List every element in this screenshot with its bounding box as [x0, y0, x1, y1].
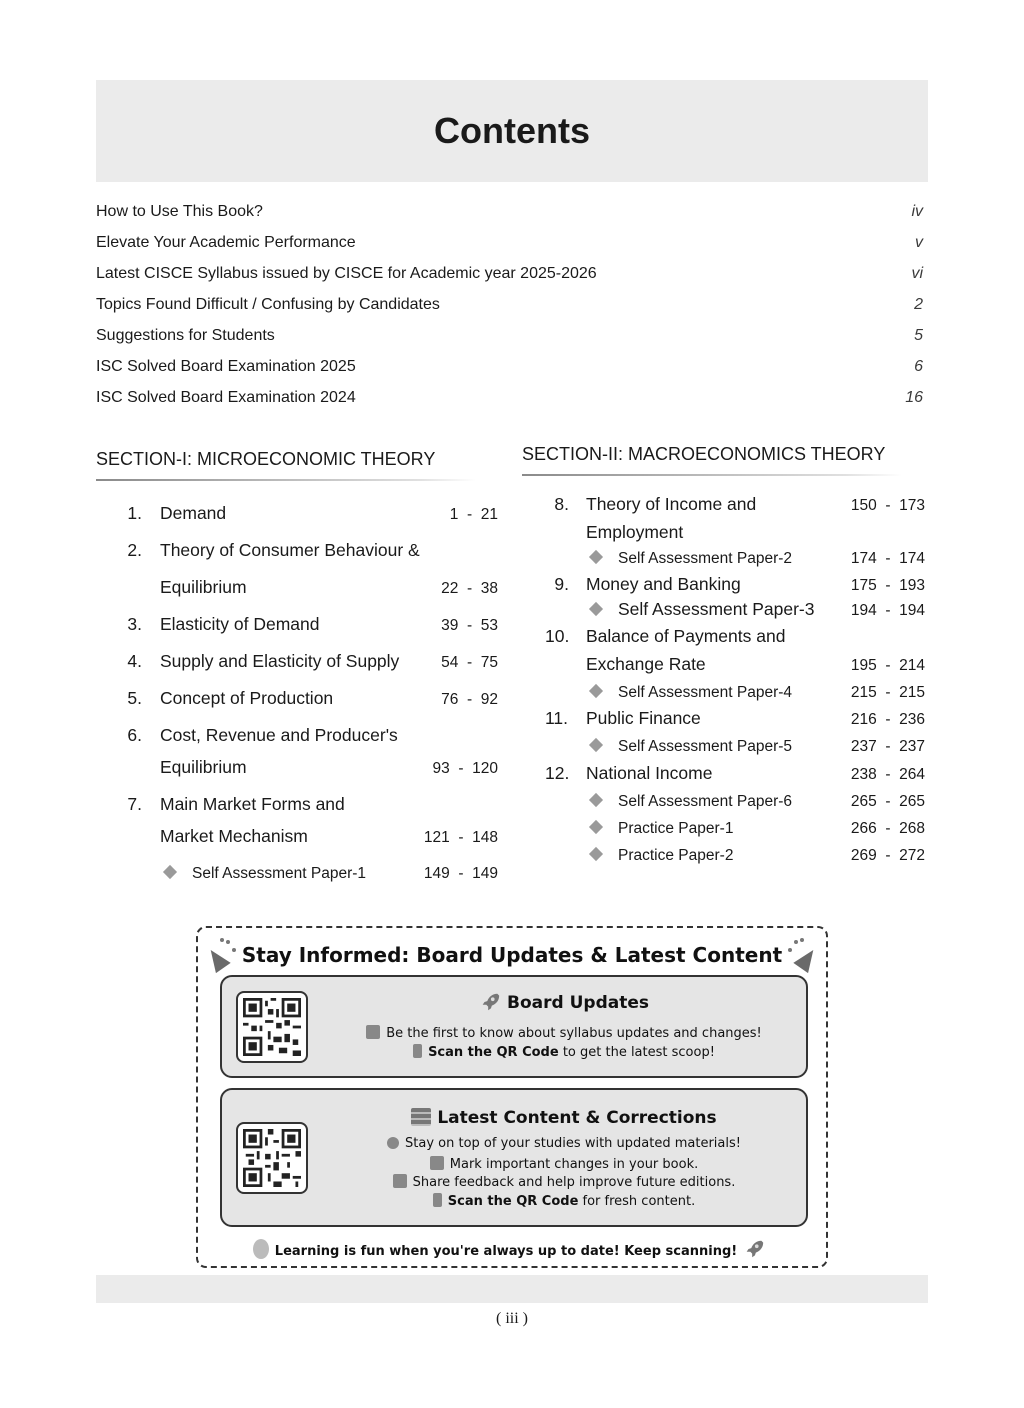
- page-dash: -: [466, 580, 473, 597]
- light-bulb-icon: [253, 1239, 269, 1259]
- page-dash: -: [885, 684, 891, 701]
- sparkles-icon: [387, 1137, 399, 1149]
- page-dash: -: [885, 738, 891, 755]
- chapter-number: 9.: [554, 574, 569, 594]
- board-updates-heading: [322, 991, 806, 1013]
- front-matter-page: iv: [911, 203, 923, 220]
- qr-code-icon: [243, 998, 301, 1056]
- chapter-title: Money and Banking: [586, 574, 741, 594]
- page-start: 174: [850, 550, 877, 567]
- front-matter-row[interactable]: [96, 320, 928, 351]
- front-matter-row[interactable]: [96, 289, 928, 320]
- section-2-heading: SECTION-II: MACROECONOMICS THEORY: [522, 444, 886, 464]
- chapter-number: 6.: [127, 725, 142, 745]
- page-start: 22: [441, 580, 459, 597]
- page-dash: -: [885, 847, 891, 864]
- qr-code-icon: [243, 1129, 301, 1187]
- chapter-entry[interactable]: [118, 501, 498, 525]
- page-end: 264: [899, 766, 925, 783]
- page-range: [406, 757, 498, 781]
- page-range: [833, 574, 925, 598]
- diamond-bullet-icon: [589, 684, 603, 698]
- bottom-band: [96, 1275, 928, 1303]
- page-range: [833, 790, 925, 814]
- front-matter-label: ISC Solved Board Examination 2025: [96, 358, 356, 375]
- page-dash: -: [885, 577, 891, 594]
- chapter-entry[interactable]: [545, 572, 925, 596]
- chapter-title: Balance of Payments and: [586, 626, 786, 646]
- latest-content-line-1-text: Stay on top of your studies with updated materials!: [405, 1136, 741, 1151]
- page-dash: -: [885, 602, 891, 619]
- page-title: Contents: [434, 110, 590, 151]
- chapter-number: 7.: [127, 794, 142, 814]
- page-start: 121: [423, 829, 450, 846]
- page-end: 194: [899, 602, 925, 619]
- page-range: [833, 844, 925, 868]
- paper-title: Practice Paper-2: [618, 847, 734, 864]
- page-range: [833, 599, 925, 623]
- chapter-title-continued: Exchange Rate: [586, 654, 706, 674]
- chapter-title-continued: Employment: [586, 522, 684, 542]
- chapter-entry[interactable]: [118, 612, 498, 636]
- rocket-icon: [479, 991, 501, 1013]
- latest-content-line-2-text: Mark important changes in your book.: [449, 1157, 699, 1172]
- front-matter-row[interactable]: [96, 258, 928, 289]
- page-end: 265: [899, 793, 925, 810]
- chapter-entry[interactable]: [545, 624, 925, 676]
- chapter-entry[interactable]: [118, 792, 498, 848]
- qr-code[interactable]: [236, 991, 308, 1063]
- page-start: 266: [850, 820, 877, 837]
- page-number: ( iii ): [496, 1310, 528, 1327]
- title-band: [96, 80, 928, 182]
- board-updates-line-1: [322, 1025, 806, 1041]
- paper-title: Self Assessment Paper-4: [618, 684, 793, 701]
- page-range: [406, 577, 498, 601]
- stay-informed-box: [196, 926, 828, 1268]
- front-matter-page: vi: [911, 265, 923, 282]
- chapter-entry[interactable]: [118, 686, 498, 710]
- front-matter-label: Latest CISCE Syllabus issued by CISCE for Academic year 2025-2026: [96, 265, 597, 282]
- diamond-bullet-icon: [589, 793, 603, 807]
- chapter-entry[interactable]: [118, 723, 498, 779]
- board-updates-heading-text: Board Updates: [507, 993, 649, 1013]
- page-dash: -: [466, 691, 473, 708]
- section-1-toc: [118, 500, 498, 890]
- diamond-bullet-icon: [589, 550, 603, 564]
- diamond-bullet-icon: [163, 865, 177, 879]
- chapter-number: 11.: [545, 708, 569, 728]
- front-matter-page: 2: [914, 296, 923, 313]
- latest-content-line-4: [322, 1193, 806, 1209]
- front-matter-page: v: [915, 234, 923, 251]
- front-matter-list: [96, 196, 928, 413]
- front-matter-row[interactable]: [96, 351, 928, 382]
- page-end: 120: [472, 760, 498, 777]
- chapter-entry[interactable]: [118, 538, 498, 600]
- page-start: 39: [441, 617, 459, 634]
- check-box-icon: [430, 1156, 444, 1170]
- chapter-title: Cost, Revenue and Producer's: [160, 725, 398, 745]
- chapter-title: Supply and Elasticity of Supply: [160, 651, 400, 671]
- paper-entry[interactable]: [545, 597, 925, 621]
- page-dash: -: [458, 760, 464, 777]
- chapter-number: 10.: [545, 626, 570, 646]
- front-matter-label: Elevate Your Academic Performance: [96, 234, 356, 251]
- page-start: 195: [850, 657, 877, 674]
- page-start: 76: [441, 691, 459, 708]
- page-start: 93: [432, 760, 450, 777]
- page-start: 269: [850, 847, 877, 864]
- stay-informed-footer: [198, 1238, 826, 1260]
- latest-content-line-2: [322, 1156, 806, 1172]
- paper-entry[interactable]: [545, 734, 925, 758]
- latest-content-heading-text: Latest Content & Corrections: [437, 1108, 717, 1128]
- page-start: 238: [850, 766, 877, 783]
- page-dash: -: [458, 865, 464, 882]
- paper-entry[interactable]: [545, 789, 925, 813]
- paper-title: Practice Paper-1: [618, 820, 734, 837]
- scan-qr-bold: Scan the QR Code: [428, 1045, 559, 1060]
- front-matter-label: Suggestions for Students: [96, 327, 275, 344]
- front-matter-label: ISC Solved Board Examination 2024: [96, 389, 356, 406]
- chapter-title: Elasticity of Demand: [160, 614, 320, 634]
- page-end: 237: [899, 738, 925, 755]
- chapter-title-continued: Equilibrium: [160, 577, 247, 597]
- page-range: [833, 735, 925, 759]
- paper-entry[interactable]: [545, 546, 925, 570]
- page-end: 38: [480, 580, 498, 597]
- board-updates-panel: [220, 975, 808, 1078]
- page-start: 265: [850, 793, 877, 810]
- page-start: 216: [850, 711, 877, 728]
- diamond-bullet-icon: [589, 602, 603, 616]
- paper-entry[interactable]: [545, 680, 925, 704]
- page-start: 150: [850, 497, 877, 514]
- page-start: 175: [850, 577, 877, 594]
- page-dash: -: [885, 497, 891, 514]
- paper-entry[interactable]: [545, 816, 925, 840]
- page-range: [833, 681, 925, 705]
- front-matter-row[interactable]: [96, 382, 928, 413]
- chapter-entry[interactable]: [545, 492, 925, 544]
- page-dash: -: [458, 829, 464, 846]
- chapter-entry[interactable]: [118, 649, 498, 673]
- page-dash: -: [466, 654, 473, 671]
- diamond-bullet-icon: [589, 847, 603, 861]
- front-matter-label: How to Use This Book?: [96, 203, 263, 220]
- page-dash: -: [466, 617, 473, 634]
- front-matter-page: 6: [914, 358, 923, 375]
- page-range: [833, 817, 925, 841]
- chapter-title: Public Finance: [586, 708, 701, 728]
- page-end: 215: [899, 684, 925, 701]
- latest-content-line-3: [322, 1174, 806, 1190]
- page-dash: -: [885, 793, 891, 810]
- page-range: [833, 708, 925, 732]
- front-matter-row[interactable]: [96, 227, 928, 258]
- scan-qr-bold: Scan the QR Code: [447, 1194, 579, 1209]
- latest-content-heading: [322, 1108, 806, 1128]
- page-end: 21: [480, 506, 498, 523]
- paper-title: Self Assessment Paper-6: [618, 793, 793, 810]
- chapter-title: Main Market Forms and: [160, 794, 345, 814]
- chapter-title: National Income: [586, 763, 713, 783]
- page-range: [406, 826, 498, 850]
- paper-title: Self Assessment Paper-1: [192, 865, 367, 882]
- section-2-underline: [522, 474, 902, 476]
- front-matter-page: 16: [905, 389, 923, 406]
- board-updates-line-2-text: to get the latest scoop!: [558, 1045, 715, 1060]
- page-dash: -: [885, 711, 891, 728]
- paper-title: Self Assessment Paper-3: [618, 599, 815, 619]
- paper-entry[interactable]: [118, 861, 498, 885]
- page-dash: -: [466, 506, 473, 523]
- page-end: 193: [899, 577, 925, 594]
- page-start: 149: [423, 865, 450, 882]
- page-end: 149: [472, 865, 498, 882]
- page-end: 268: [899, 820, 925, 837]
- chapter-number: 3.: [127, 614, 142, 634]
- chapter-number: 12.: [545, 763, 570, 783]
- page-dash: -: [885, 550, 891, 567]
- section-2-toc: [545, 492, 925, 872]
- page-end: 173: [899, 497, 925, 514]
- page-start: 237: [850, 738, 877, 755]
- page-range: [406, 503, 498, 527]
- page-end: 53: [480, 617, 498, 634]
- front-matter-page: 5: [914, 327, 923, 344]
- chapter-title: Demand: [160, 503, 227, 523]
- latest-content-line-3-text: Share feedback and help improve future editions.: [412, 1175, 736, 1190]
- chapter-number: 2.: [127, 540, 142, 560]
- stay-informed-footer-text: Learning is fun when you're always up to date! Keep scanning!: [274, 1244, 738, 1259]
- section-1-heading: SECTION-I: MICROECONOMIC THEORY: [96, 449, 436, 469]
- page-range: [406, 651, 498, 675]
- page-start: 54: [441, 654, 459, 671]
- section-1-underline: [96, 479, 476, 481]
- memo-icon: [393, 1174, 407, 1188]
- page-range: [833, 494, 925, 518]
- page-range: [833, 547, 925, 571]
- paper-title: Self Assessment Paper-2: [618, 550, 793, 567]
- page-end: 92: [480, 691, 498, 708]
- page-range: [406, 862, 498, 886]
- chapter-number: 4.: [127, 651, 142, 671]
- page-range: [833, 654, 925, 678]
- board-updates-line-1-text: Be the first to know about syllabus updates and changes!: [386, 1026, 762, 1041]
- chapter-title-continued: Market Mechanism: [160, 826, 308, 846]
- front-matter-row[interactable]: [96, 196, 928, 227]
- latest-content-line-4-text: for fresh content.: [578, 1194, 696, 1209]
- diamond-bullet-icon: [589, 820, 603, 834]
- diamond-bullet-icon: [589, 738, 603, 752]
- phone-icon: [413, 1044, 422, 1058]
- chapter-number: 5.: [127, 688, 142, 708]
- page-start: 1: [449, 506, 459, 523]
- chapter-number: 8.: [554, 494, 569, 514]
- party-popper-icon: [786, 938, 820, 972]
- page-end: 236: [899, 711, 925, 728]
- page-range: [406, 688, 498, 712]
- phone-icon: [433, 1193, 442, 1207]
- chapter-entry[interactable]: [545, 761, 925, 785]
- page-start: 215: [850, 684, 877, 701]
- chapter-number: 1.: [127, 503, 142, 523]
- chapter-entry[interactable]: [545, 706, 925, 730]
- page-range: [406, 614, 498, 638]
- page-end: 174: [899, 550, 925, 567]
- chapter-title: Theory of Consumer Behaviour &: [160, 540, 420, 560]
- page-end: 75: [480, 654, 498, 671]
- books-icon: [411, 1108, 431, 1126]
- page-start: 194: [850, 602, 877, 619]
- page-dash: -: [885, 766, 891, 783]
- page-range: [833, 763, 925, 787]
- chapter-title-continued: Equilibrium: [160, 757, 247, 777]
- page-end: 148: [472, 829, 498, 846]
- page-dash: -: [885, 657, 891, 674]
- page-dash: -: [885, 820, 891, 837]
- megaphone-icon: [366, 1025, 380, 1039]
- paper-title: Self Assessment Paper-5: [618, 738, 793, 755]
- page-end: 272: [899, 847, 925, 864]
- qr-code[interactable]: [236, 1122, 308, 1194]
- page-end: 214: [899, 657, 925, 674]
- chapter-title: Concept of Production: [160, 688, 334, 708]
- latest-content-panel: [220, 1088, 808, 1227]
- front-matter-label: Topics Found Difficult / Confusing by Candidates: [96, 296, 440, 313]
- latest-content-line-1: [322, 1136, 806, 1151]
- stay-informed-title: Stay Informed: Board Updates & Latest Content: [241, 943, 783, 967]
- paper-entry[interactable]: [545, 843, 925, 867]
- board-updates-line-2: [322, 1044, 806, 1060]
- rocket-icon: [743, 1238, 765, 1260]
- chapter-title: Theory of Income and: [586, 494, 757, 514]
